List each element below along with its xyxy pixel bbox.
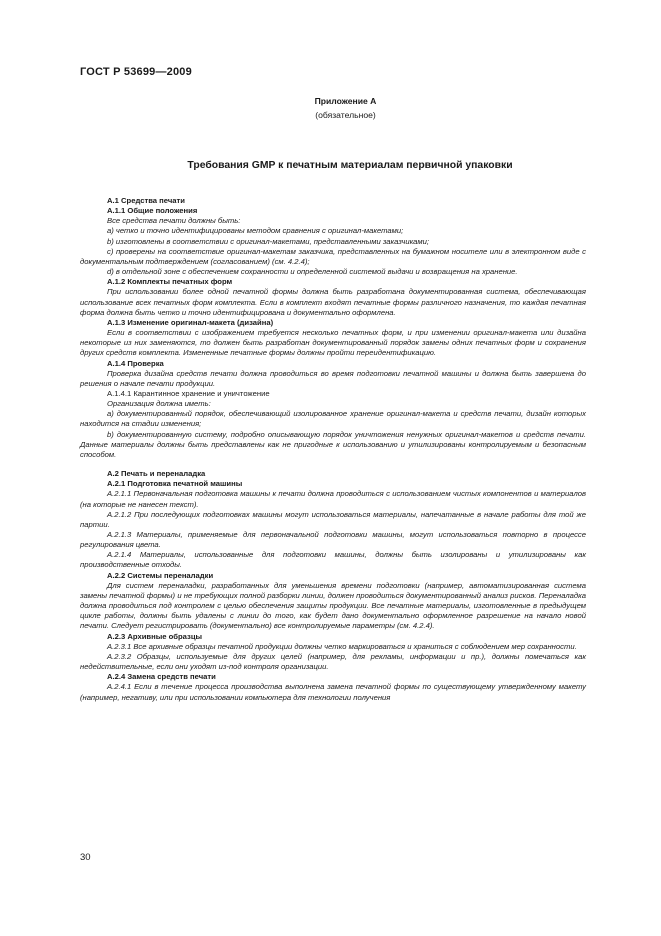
page-number: 30 <box>80 852 91 863</box>
section-heading-a2: А.2 Печать и переналадка <box>107 469 206 479</box>
list-item: а) четко и точно идентифицированы методом сравнения с оригинал-макетами; <box>107 226 404 236</box>
paragraph: А.2.1.3 Материалы, применяемые для первоначальной подготовки машины, могут использоваться повторно в процессе регулирования цвета. <box>80 530 586 550</box>
paragraph: При использовании более одной печатной формы должна быть разработана документированная система, обеспечивающая использование всех печатных форм комплекта. Если в комплект входят печатные формы различного назначения, то каждая печатная форма должна быть четко и точно идентифицирована и документально оформлена. <box>80 287 586 317</box>
paragraph: А.2.1.2 При последующих подготовках машины могут использоваться материалы, напечатанные в начале работы для той же партии. <box>80 509 586 529</box>
paragraph: Организация должна иметь: <box>107 399 211 409</box>
section-heading-a1: А.1 Средства печати <box>107 196 185 205</box>
paragraph: А.2.3.2 Образцы, используемые для других целей (например, для рекламы, информации и пр.), должны помечаться как недействительные, если они уходят из-под контроля организации. <box>80 651 586 672</box>
subsection-heading-a23: А.2.3 Архивные образцы <box>107 631 203 641</box>
annex-title: Приложение А <box>314 96 377 106</box>
subsection-heading-a14: А.1.4 Проверка <box>107 358 164 368</box>
annex-status: (обязательное) <box>315 110 376 120</box>
subsection-heading-a13: А.1.3 Изменение оригинал-макета (дизайна) <box>107 317 274 327</box>
list-item: b) документированную систему, подробно описывающую порядок уничтожения ненужных оригинал-макетов и средств печати. Данные материалы должны быть представлены как не пригодные к использованию и утилизированы контролируемым и безопасным способом. <box>80 429 586 459</box>
annex-main-title: Требования GMP к печатным материалам первичной упаковки <box>187 160 513 171</box>
list-item: d) в отдельной зоне с обеспечением сохранности и определенной системой выдачи и возвращения на хранение. <box>107 267 518 277</box>
subsection-heading-a12: А.1.2 Комплекты печатных форм <box>107 277 233 287</box>
paragraph: А.2.3.1 Все архивные образцы печатной продукции должны четко маркироваться и храниться с соблюдением мер сохранности. <box>107 641 577 651</box>
subsection-heading-a22: А.2.2 Системы переналадки <box>107 570 214 580</box>
list-item: b) изготовлены в соответствии с оригинал-макетами, представленными заказчиками; <box>107 236 430 246</box>
paragraph: А.2.1.1 Первоначальная подготовка машины к печати должна проводиться с использованием чистых компонентов и материалов (на которые не нанесен текст). <box>80 489 586 509</box>
clause-heading-a141: А.1.4.1 Карантинное хранение и уничтожение <box>107 388 270 398</box>
list-item: а) документированный порядок, обеспечивающий изолированное хранение оригинал-макета и средств печати, дизайн которых находится на стадии изменения; <box>80 409 586 429</box>
paragraph: Проверка дизайна средств печати должна проводиться во время подготовки печатной машины и должна быть завершена до решения о начале печати продукции. <box>80 368 586 388</box>
document-id-header: ГОСТ Р 53699—2009 <box>80 66 192 78</box>
subsection-heading-a24: А.2.4 Замена средств печати <box>107 672 216 682</box>
paragraph: Если в соответствии с изображением требуется несколько печатных форм, и при изменении оригинал-макета или дизайна некоторые из них заменяются, то должен быть разработан документированный порядок замены одних печатных форм и сохранения других средств комплекта. Измененные печатные формы должны пройти переидентификацию. <box>80 328 586 358</box>
paragraph: Все средства печати должны быть: <box>107 216 241 226</box>
list-item: с) проверены на соответствие оригинал-макетам заказчика, представленных на бумажном носителе или в электронном виде с документальным подтверждением (согласованием) (см. 4.2.4); <box>80 246 586 266</box>
subsection-heading-a21: А.2.1 Подготовка печатной машины <box>107 479 243 489</box>
document-body <box>80 196 586 703</box>
paragraph: А.2.4.1 Если в течение процесса производства выполнена замена печатной формы по существующему утвержденному макету (например, негативу, или при использовании компьютера для технологии получения <box>80 682 586 702</box>
subsection-heading-a11: А.1.1 Общие положения <box>107 206 198 216</box>
paragraph: Для систем переналадки, разработанных для уменьшения времени подготовки (например, автоматизированная система замены печатной формы) и не требующих полной разборки линии, должен проводиться документированный анализ рисков. Переналадка должна проводиться под контролем с целью обеспечения защиты продукции. Все печатные материалы, изготовленные в предыдущем цикле работы, должны быть удалены с линии до того, как будет дано документально оформленное разрешение на начало новой печати. Следует регистрировать (документально) все контролируемые параметры (см. 4.2.4). <box>80 580 586 631</box>
paragraph: А.2.1.4 Материалы, использованные для подготовки машины, должны быть изолированы и утилизированы как производственные отходы. <box>80 550 586 570</box>
